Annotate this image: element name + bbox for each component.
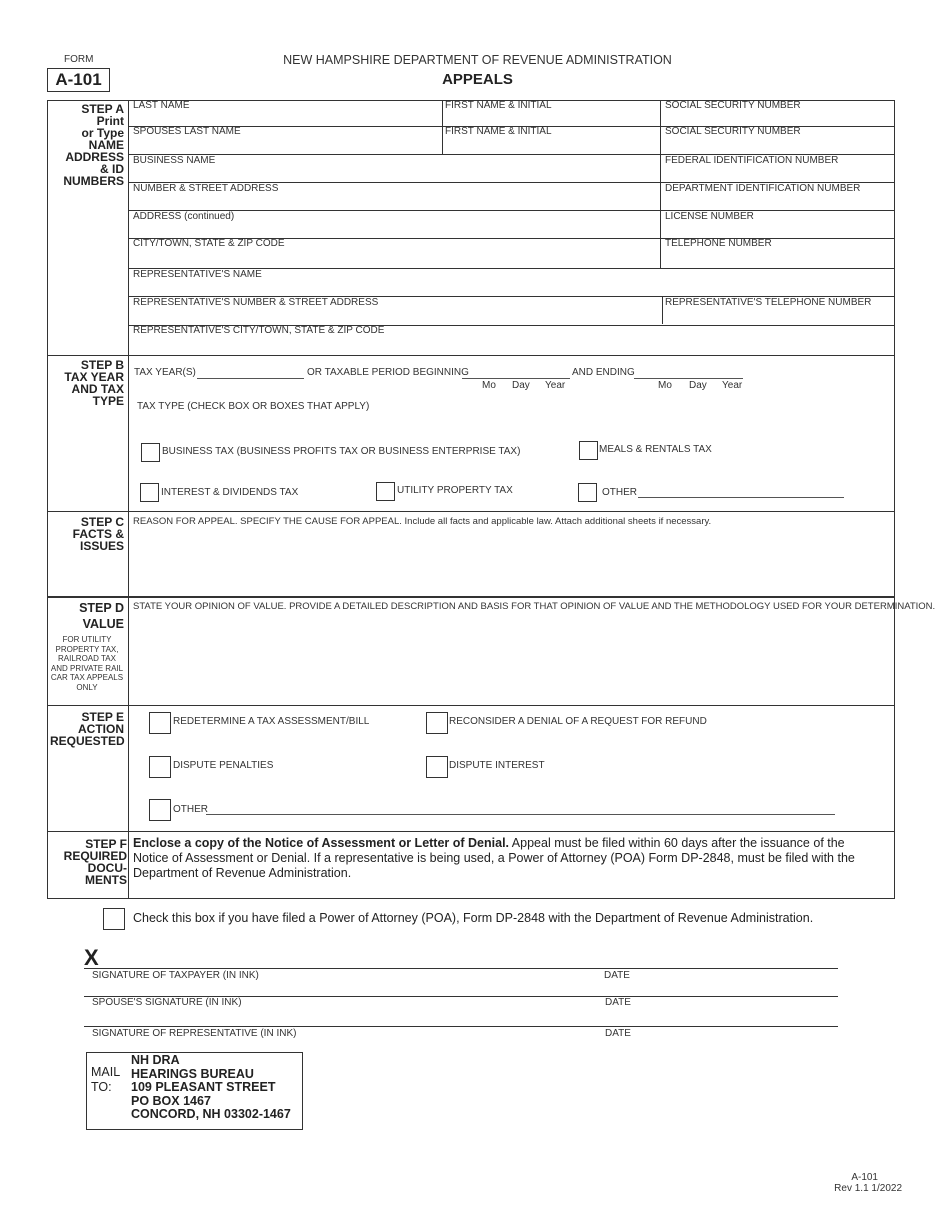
business-tax-label: BUSINESS TAX (BUSINESS PROFITS TAX OR BUSINESS ENTERPRISE TAX) [162, 446, 521, 457]
other-tax-label: OTHER [602, 487, 637, 498]
poa-checkbox[interactable] [103, 908, 125, 930]
interest-dividends-checkbox[interactable] [140, 483, 159, 502]
step-c-separator [47, 511, 894, 512]
other-tax-checkbox[interactable] [578, 483, 597, 502]
other-action-checkbox[interactable] [149, 799, 171, 821]
utility-property-checkbox[interactable] [376, 482, 395, 501]
rep-name-field[interactable]: REPRESENTATIVE'S NAME [133, 269, 262, 280]
last-name-field[interactable]: LAST NAME [133, 100, 190, 111]
business-name-field[interactable]: BUSINESS NAME [133, 155, 216, 166]
period-begin-input[interactable] [462, 378, 570, 379]
department-name: NEW HAMPSHIRE DEPARTMENT OF REVENUE ADMINISTRATION [283, 53, 672, 67]
step-b-label: STEP B TAX YEAR AND TAX TYPE [64, 358, 124, 408]
label-column-divider [128, 100, 129, 898]
col-divider [662, 296, 663, 324]
dept-id-field[interactable]: DEPARTMENT IDENTIFICATION NUMBER [665, 183, 861, 194]
rep-signature-label: SIGNATURE OF REPRESENTATIVE (IN INK) [92, 1028, 297, 1039]
street-address-field[interactable]: NUMBER & STREET ADDRESS [133, 183, 279, 194]
rep-city-field[interactable]: REPRESENTATIVE'S CITY/TOWN, STATE & ZIP CODE [133, 325, 385, 336]
step-c-label: STEP C FACTS & ISSUES [72, 515, 124, 553]
form-number-box [47, 68, 110, 92]
meals-rentals-label: MEALS & RENTALS TAX [599, 444, 712, 455]
ssn-field[interactable]: SOCIAL SECURITY NUMBER [665, 100, 801, 111]
business-tax-checkbox[interactable] [141, 443, 160, 462]
step-f-label: STEP F REQUIRED DOCU- MENTS [63, 837, 127, 887]
step-a-label: STEP A Print or Type NAME ADDRESS & ID NUMBERS [63, 102, 124, 188]
footer-form-number: A-101 [851, 1172, 878, 1183]
opinion-of-value-area[interactable] [130, 616, 892, 704]
rep-signature-line[interactable] [84, 1026, 838, 1027]
redetermine-label: REDETERMINE A TAX ASSESSMENT/BILL [173, 716, 370, 727]
dispute-penalties-checkbox[interactable] [149, 756, 171, 778]
interest-dividends-label: INTEREST & DIVIDENDS TAX [161, 487, 299, 498]
footer-revision: Rev 1.1 1/2022 [834, 1183, 902, 1194]
required-documents-bold: Enclose a copy of the Notice of Assessment or Letter of Denial. [133, 836, 510, 850]
required-documents-text: Enclose a copy of the Notice of Assessment or Letter of Denial. Appeal must be filed within 60 days after the issuance of the Notice of Assessment or Denial. If a representative is being used, a Power of Attorney (POA) Form DP-2848, must be filed with the Department of Revenue Administration. [133, 836, 855, 880]
x-mark: X [84, 945, 99, 970]
step-e-separator [47, 705, 894, 706]
reason-for-appeal-area[interactable] [130, 530, 892, 594]
row-line [128, 210, 894, 211]
step-d-note: FOR UTILITY PROPERTY TAX, RAILROAD TAX AND PRIVATE RAIL CAR TAX APPEALS ONLY [50, 635, 124, 692]
spouse-last-name-field[interactable]: SPOUSES LAST NAME [133, 126, 241, 137]
opinion-of-value-instruction: STATE YOUR OPINION OF VALUE. PROVIDE A DETAILED DESCRIPTION AND BASIS FOR THAT OPINION OF VALUE AND THE METHODOLOGY USED FOR YOUR DETERMINATION. [133, 601, 936, 612]
fein-field[interactable]: FEDERAL IDENTIFICATION NUMBER [665, 155, 839, 166]
reason-for-appeal-instruction: REASON FOR APPEAL. SPECIFY THE CAUSE FOR APPEAL. Include all facts and applicable law. Attach additional sheets if necessary. [133, 516, 712, 527]
rep-date-label: DATE [605, 1028, 631, 1039]
rep-telephone-field[interactable]: REPRESENTATIVE'S TELEPHONE NUMBER [665, 297, 872, 308]
other-action-input[interactable] [206, 814, 835, 815]
taxpayer-signature-line[interactable] [84, 968, 838, 969]
dispute-penalties-label: DISPUTE PENALTIES [173, 760, 274, 771]
dispute-interest-checkbox[interactable] [426, 756, 448, 778]
first-name-field[interactable]: FIRST NAME & INITIAL [445, 100, 552, 111]
tax-years-input[interactable] [197, 378, 304, 379]
end-mo: Mo [658, 380, 672, 391]
end-year: Year [722, 380, 743, 391]
telephone-field[interactable]: TELEPHONE NUMBER [665, 238, 772, 249]
tax-years-label: TAX YEAR(S) [134, 367, 196, 378]
end-day: Day [689, 380, 707, 391]
meals-rentals-checkbox[interactable] [579, 441, 598, 460]
dispute-interest-label: DISPUTE INTEREST [449, 760, 545, 771]
col-divider [442, 100, 443, 154]
mail-to-label: MAIL TO: [91, 1065, 121, 1094]
other-tax-input[interactable] [638, 497, 844, 498]
poa-text: Check this box if you have filed a Power of Attorney (POA), Form DP-2848 with the Department of Revenue Administration. [133, 911, 814, 925]
begin-mo: Mo [482, 380, 496, 391]
license-number-field[interactable]: LICENSE NUMBER [665, 211, 754, 222]
page-title: APPEALS [442, 71, 513, 88]
form-word: FORM [64, 54, 94, 65]
step-d-label: STEP D VALUE [79, 601, 124, 631]
period-end-input[interactable] [634, 378, 743, 379]
taxpayer-signature-label: SIGNATURE OF TAXPAYER (IN INK) [92, 970, 259, 981]
utility-property-label: UTILITY PROPERTY TAX [397, 485, 513, 496]
address-continued-field[interactable]: ADDRESS (continued) [133, 211, 235, 222]
step-f-separator [47, 831, 894, 832]
spouse-ssn-field[interactable]: SOCIAL SECURITY NUMBER [665, 126, 801, 137]
redetermine-checkbox[interactable] [149, 712, 171, 734]
reconsider-checkbox[interactable] [426, 712, 448, 734]
other-action-label: OTHER [173, 804, 208, 815]
mail-address: NH DRA HEARINGS BUREAU 109 PLEASANT STREET PO BOX 1467 CONCORD, NH 03302-1467 [131, 1053, 291, 1121]
city-state-zip-field[interactable]: CITY/TOWN, STATE & ZIP CODE [133, 238, 285, 249]
step-d-separator [47, 596, 894, 598]
col-divider [660, 100, 661, 268]
spouse-date-label: DATE [605, 997, 631, 1008]
reconsider-label: RECONSIDER A DENIAL OF A REQUEST FOR REFUND [449, 716, 707, 727]
form-number: A-101 [55, 70, 102, 89]
step-b-separator [47, 355, 894, 356]
step-e-label: STEP E ACTION REQUESTED [50, 710, 125, 748]
tax-type-instruction: TAX TYPE (CHECK BOX OR BOXES THAT APPLY) [137, 401, 370, 412]
taxpayer-date-label: DATE [604, 970, 630, 981]
spouse-signature-label: SPOUSE'S SIGNATURE (IN INK) [92, 997, 242, 1008]
rep-street-field[interactable]: REPRESENTATIVE'S NUMBER & STREET ADDRESS [133, 297, 379, 308]
begin-day: Day [512, 380, 530, 391]
and-ending-label: AND ENDING [572, 367, 635, 378]
spouse-first-name-field[interactable]: FIRST NAME & INITIAL [445, 126, 552, 137]
taxable-period-label: OR TAXABLE PERIOD BEGINNING [307, 367, 469, 378]
begin-year: Year [545, 380, 566, 391]
